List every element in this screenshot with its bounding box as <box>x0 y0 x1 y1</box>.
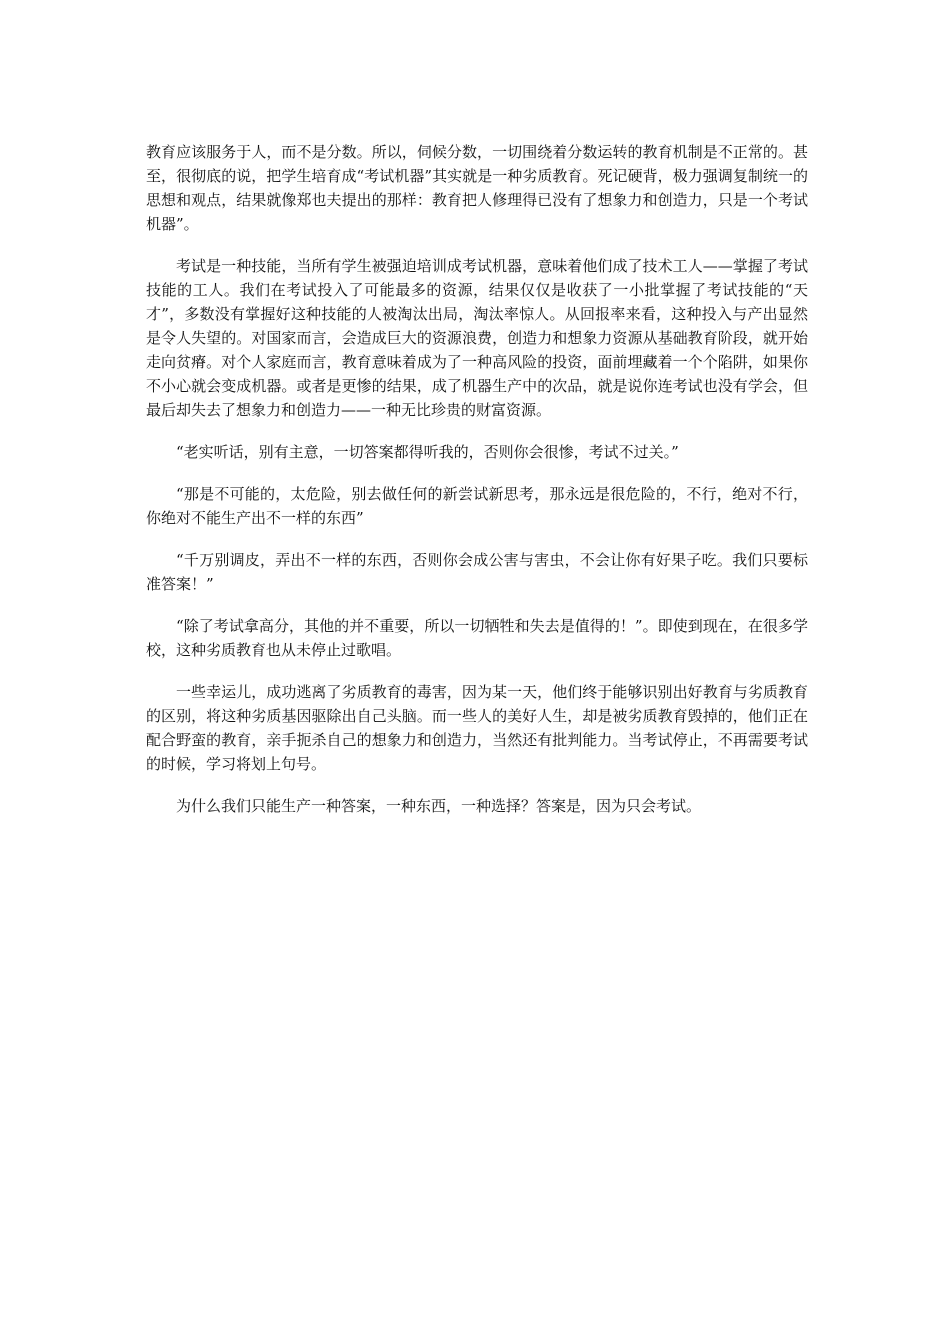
paragraph-8: 为什么我们只能生产一种答案，一种东西，一种选择？答案是，因为只会考试。 <box>176 797 702 815</box>
paragraph-5: “千万别调皮，弄出不一样的东西，否则你会成公害与害虫，不会让你有好果子吃。我们只要标准答案！” <box>146 551 808 593</box>
paragraph-3: “老实听话，别有主意，一切答案都得听我的，否则你会很惨，考试不过关。” <box>176 443 679 461</box>
paragraph-6: “除了考试拿高分，其他的并不重要，所以一切牺牲和失去是值得的！”。即使到现在，在很多学校，这种劣质教育也从未停止过歌唱。 <box>146 617 808 659</box>
paragraph-7: 一些幸运儿，成功逃离了劣质教育的毒害，因为某一天，他们终于能够识别出好教育与劣质教育的区别，将这种劣质基因驱除出自己头脑。而一些人的美好人生，却是被劣质教育毁掉的，他们正在配合野蛮的教育，亲手扼杀自己的想象力和创造力，当然还有批判能力。当考试停止，不再需要考试的时候，学习将划上句号。 <box>146 683 808 773</box>
document-body <box>146 140 808 836</box>
paragraph-2: 考试是一种技能，当所有学生被强迫培训成考试机器，意味着他们成了技术工人——掌握了考试技能的工人。我们在考试投入了可能最多的资源，结果仅仅是收获了一小批掌握了考试技能的“天才”，多数没有掌握好这种技能的人被淘汰出局，淘汰率惊人。从回报率来看，这种投入与产出显然是令人失望的。对国家而言，会造成巨大的资源浪费，创造力和想象力资源从基础教育阶段，就开始走向贫瘠。对个人家庭而言，教育意味着成为了一种高风险的投资，面前埋藏着一个个陷阱，如果你不小心就会变成机器。或者是更惨的结果，成了机器生产中的次品，就是说你连考试也没有学会，但最后却失去了想象力和创造力——一种无比珍贵的财富资源。 <box>146 257 808 419</box>
paragraph-1: 教育应该服务于人，而不是分数。所以，伺候分数，一切围绕着分数运转的教育机制是不正常的。甚至，很彻底的说，把学生培育成“考试机器”其实就是一种劣质教育。死记硬背，极力强调复制统一的思想和观点，结果就像郑也夫提出的那样：教育把人修理得已没有了想象力和创造力，只是一个考试机器”。 <box>146 143 808 233</box>
paragraph-4: “那是不可能的，太危险，别去做任何的新尝试新思考，那永远是很危险的，不行，绝对不行，你绝对不能生产出不一样的东西” <box>146 485 808 527</box>
